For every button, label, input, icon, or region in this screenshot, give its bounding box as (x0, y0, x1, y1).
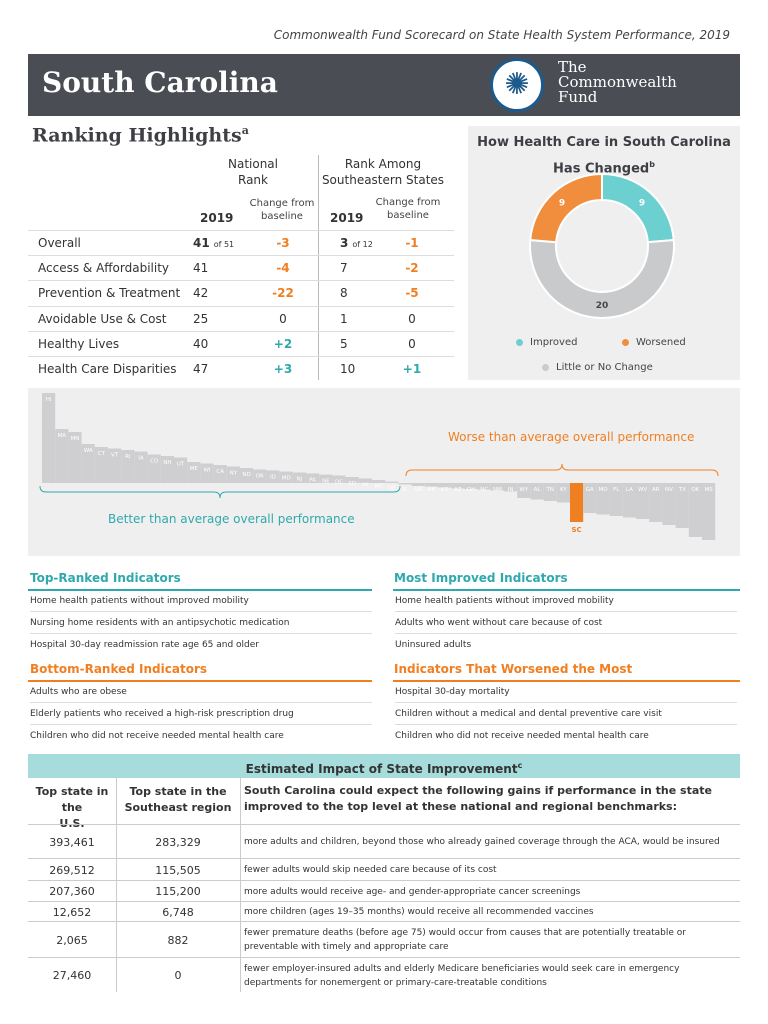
state-label-mt: MT (374, 484, 383, 490)
list-item: Children without a medical and dental preventive care visit (395, 703, 737, 725)
state-bar-hi (42, 393, 55, 483)
impact-description: fewer premature deaths (before age 75) would occur from causes that are potentially treatable or preventable with timely and appropriate care (244, 928, 686, 952)
col-top-southeast: Top state in the Southeast region (124, 785, 232, 814)
logo-line-3: Fund (558, 88, 598, 106)
state-label-hi: HI (45, 397, 52, 403)
state-label-tn: TN (546, 487, 554, 493)
list-item: Uninsured adults (395, 640, 472, 650)
better-brace (40, 486, 400, 498)
regional-rank: 3 of 12 (340, 236, 373, 250)
rank-label: Avoidable Use & Cost (38, 312, 167, 326)
state-label-de: DE (387, 485, 396, 492)
impact-description: more children (ages 19–35 months) would receive all recommended vaccines (244, 907, 594, 917)
state-bar-mt (372, 480, 385, 483)
table-row (28, 901, 740, 921)
state-label-nc: NC (480, 487, 489, 493)
bottom-ranked-title: Bottom-Ranked Indicators (30, 662, 207, 676)
national-rank: 40 (193, 337, 209, 351)
state-label-or: OR (255, 473, 264, 480)
table-row (28, 957, 740, 992)
improved-dot (516, 339, 523, 346)
list-item: Home health patients without improved mobility (30, 590, 372, 612)
rank-row (28, 280, 454, 305)
state-label-ar: AR (652, 487, 660, 493)
state-label-sc: SC (571, 526, 582, 534)
regional-rank: 8 (340, 286, 348, 300)
donut-chart (468, 126, 740, 380)
state-title: South Carolina (42, 66, 278, 99)
state-label-ms: MS (704, 487, 713, 493)
national-rank-header: National Rank (227, 157, 278, 187)
national-change: 0 (279, 312, 287, 326)
rank-label: Healthy Lives (38, 337, 120, 351)
state-label-pa: PA (309, 477, 316, 484)
regional-change: +1 (402, 362, 422, 376)
state-label-ct: CT (97, 451, 106, 457)
state-label-la: LA (625, 487, 633, 493)
table-row (28, 880, 740, 901)
state-label-nh: NH (163, 460, 172, 466)
logo-text (558, 60, 677, 105)
impact-description: more adults and children, beyond those who already gained coverage through the ACA, would be insured (244, 837, 720, 847)
national-rank: 41 of 51 (193, 236, 235, 250)
list-item: Nursing home residents with an antipsychotic medication (30, 612, 372, 634)
list-item: Adults who are obese (30, 681, 372, 703)
national-rank: 47 (193, 362, 209, 376)
state-bar-de (385, 482, 398, 484)
state-bar-il (398, 483, 411, 485)
state-label-wv: WV (637, 487, 648, 493)
state-label-wa: WA (83, 448, 93, 454)
state-label-nj: NJ (296, 476, 303, 483)
nochange-dot (542, 364, 549, 371)
state-label-ak: AK (427, 487, 436, 493)
state-label-in: IN (507, 487, 514, 493)
impact-description: fewer adults would skip needed care because of its cost (244, 865, 497, 875)
rank-row (28, 356, 454, 381)
national-change: -22 (272, 286, 294, 300)
snowflake-icon: ✺ (504, 67, 530, 102)
regional-rank: 5 (340, 337, 348, 351)
state-label-mi: MI (362, 482, 369, 489)
state-label-dc: DC (334, 479, 344, 486)
regional-rank-header: Rank Among Southeastern States (321, 157, 445, 187)
rank-label: Prevention & Treatment (38, 286, 181, 300)
list-item: Hospital 30-day mortality (395, 681, 737, 703)
us-value: 2,065 (56, 933, 88, 947)
southeast-value: 0 (174, 969, 182, 982)
col-description: South Carolina could expect the following gains if performance in the state improved to the top level at these national and regional benchmarks: (244, 784, 712, 813)
state-label-md: MD (281, 475, 291, 482)
logo-line-2: Commonwealth (558, 73, 677, 91)
regional-change: 0 (408, 312, 416, 326)
southeast-value: 6,748 (162, 905, 194, 919)
state-label-mo: MO (598, 487, 608, 493)
better-than-average-label: Better than average overall performance (108, 512, 355, 526)
donut-title: How Health Care in South Carolina Has Changed$^b$ (477, 135, 731, 177)
rank-label: Overall (38, 236, 81, 250)
logo-line-1: The (558, 58, 587, 76)
impact-title: Estimated Impact of State Improvement$^c$ (28, 754, 740, 778)
state-bar-chart (28, 388, 740, 556)
southeast-value: 283,329 (155, 835, 201, 849)
state-label-il: IL (402, 487, 408, 493)
state-label-ks: KS (441, 487, 449, 493)
national-rank: 41 (193, 261, 209, 275)
rank-row (28, 255, 454, 280)
rank-row (28, 331, 454, 356)
worse-than-average-label: Worse than average overall performance (448, 430, 695, 444)
state-label-nv: NV (665, 487, 673, 493)
worse-brace (406, 464, 718, 476)
national-rank: 42 (193, 286, 209, 300)
regional-change: -1 (405, 236, 419, 250)
national-change: -4 (276, 261, 290, 275)
national-change: +2 (273, 337, 293, 351)
state-label-me: ME (189, 466, 198, 472)
list-item: Children who did not receive needed mental health care (30, 731, 284, 741)
southeast-value: 115,200 (155, 885, 201, 898)
improved-slice-label: 9 (638, 198, 646, 209)
regional-rank: 1 (340, 312, 348, 326)
list-item: Hospital 30-day readmission rate age 65 and older (30, 640, 260, 650)
state-label-id: ID (270, 474, 276, 481)
state-performance-chart (28, 388, 740, 556)
us-value: 12,652 (52, 905, 92, 919)
change-summary-panel (468, 126, 740, 380)
state-label-fl: FL (613, 487, 620, 493)
state-label-az: AZ (454, 487, 462, 493)
us-value: 269,512 (49, 863, 95, 877)
col-top-us: Top state in the U.S. (35, 785, 109, 830)
impact-description: fewer employer-insured adults and elderly Medicare beneficiaries would seek care in emergency departments for nonemergent or primary-care-treatable conditions (244, 963, 680, 988)
state-label-va: VA (414, 487, 422, 493)
national-change-header: Change from baseline (249, 198, 315, 222)
national-change: +3 (273, 362, 293, 376)
state-label-ne: NE (322, 478, 330, 485)
southeast-value: 882 (167, 933, 189, 947)
us-value: 27,460 (52, 969, 92, 982)
state-label-ny: NY (229, 470, 238, 477)
state-label-wy: WY (519, 487, 529, 493)
worsened-most-title: Indicators That Worsened the Most (394, 662, 633, 676)
national-rank: 25 (193, 312, 209, 326)
list-item: Elderly patients who received a high-risk prescription drug (30, 703, 372, 725)
state-label-oh: OH (466, 487, 476, 493)
state-label-al: AL (533, 487, 541, 493)
state-banner (28, 54, 740, 116)
most-improved-title: Most Improved Indicators (394, 571, 568, 585)
state-label-ga: GA (585, 487, 594, 493)
state-label-ut: UT (176, 461, 185, 468)
state-label-sd: SD (348, 481, 357, 487)
regional-change: 0 (408, 337, 416, 351)
us-value: 393,461 (49, 835, 95, 849)
state-bar-sc (570, 483, 583, 522)
state-label-nm: NM (492, 487, 502, 493)
impact-description: more adults would receive age- and gender-appropriate cancer screenings (244, 886, 581, 897)
regional-rank: 7 (340, 261, 348, 275)
rank-label: Health Care Disparities (38, 362, 177, 376)
state-label-nd: ND (242, 472, 251, 478)
regional-change: -2 (405, 261, 419, 275)
regional-rank: 10 (340, 362, 356, 376)
ranking-highlights-title: Ranking Highlights$^a$ (32, 124, 249, 147)
legend-nochange: Little or No Change (542, 362, 653, 373)
legend-worsened: Worsened (622, 337, 686, 348)
list-item: Children who did not receive needed mental health care (395, 731, 649, 741)
regional-change-header: Change from baseline (375, 197, 441, 221)
legend-improved: Improved (516, 337, 577, 348)
state-label-ok: OK (691, 487, 700, 493)
worsened-dot (622, 339, 629, 346)
national-change: -3 (276, 236, 290, 250)
worsened-slice-label: 9 (558, 198, 566, 209)
table-row (28, 921, 740, 957)
table-row (28, 824, 740, 858)
scorecard-caption: Commonwealth Fund Scorecard on State Health System Performance, 2019 (273, 28, 730, 42)
regional-year: 2019 (330, 211, 364, 225)
us-value: 207,360 (49, 885, 95, 898)
state-label-wi: WI (203, 467, 211, 474)
state-label-ky: KY (560, 487, 567, 493)
commonwealth-fund-logo (490, 58, 544, 112)
rank-row (28, 230, 454, 255)
state-label-ca: CA (216, 469, 225, 475)
state-label-tx: TX (678, 487, 686, 493)
state-label-ia: IA (138, 455, 144, 462)
state-label-co: CO (150, 458, 159, 465)
national-year: 2019 (200, 211, 234, 225)
state-label-ma: MA (57, 433, 67, 439)
state-label-ri: RI (125, 454, 131, 460)
state-label-vt: VT (111, 452, 119, 459)
worsened-slice (530, 174, 602, 242)
state-bar-va (412, 483, 425, 486)
state-label-mn: MN (70, 436, 80, 442)
rank-label: Access & Affordability (38, 261, 170, 275)
list-item: Adults who went without care because of cost (395, 612, 737, 634)
list-item: Home health patients without improved mobility (395, 590, 737, 612)
top-ranked-title: Top-Ranked Indicators (30, 571, 181, 585)
no-change-slice-label: 20 (595, 301, 609, 311)
rank-row (28, 306, 454, 331)
southeast-value: 115,505 (155, 863, 201, 877)
table-row (28, 858, 740, 880)
regional-change: -5 (405, 286, 419, 300)
